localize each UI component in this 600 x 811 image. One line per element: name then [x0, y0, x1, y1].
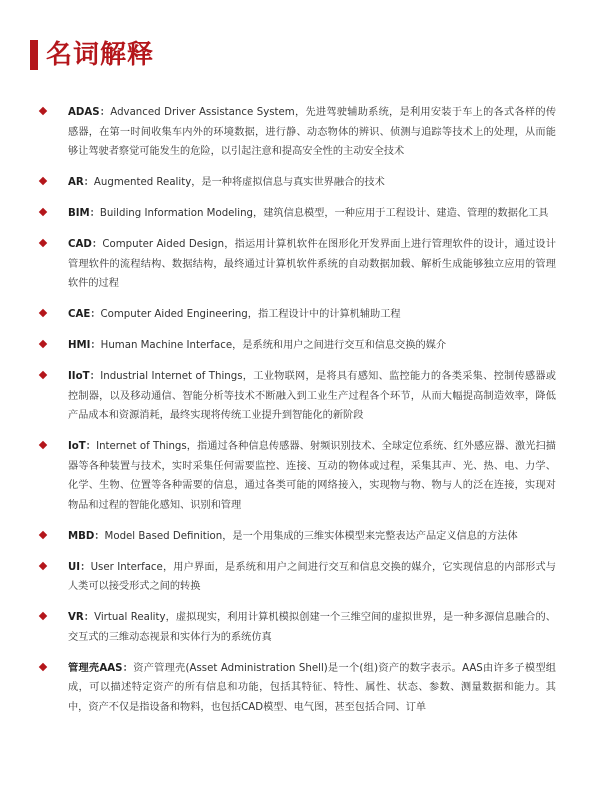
term-label: CAE：: [68, 309, 101, 320]
term-description: Computer Aided Design，指运用计算机软件在图形化开发界面上进行管理软件的设计，通过设计管理软件的流程结构、数据结构，最终通过计算机软件系统的自动数据加载、解析生成能够独立应用的管理软件的过程: [68, 239, 556, 289]
glossary-item-bim: [40, 204, 556, 224]
term-description: Computer Aided Engineering，指工程设计中的计算机辅助工程: [100, 309, 401, 320]
glossary-item-cae: [40, 305, 556, 325]
term-description: Internet of Things，指通过各种信息传感器、射频识别技术、全球定位系统、红外感应器、激光扫描器等各种装置与技术，实时采集任何需要监控、连接、互动的物体或过程，采集其声、光、热、电、力学、化学、生物、位置等各种需要的信息，通过各类可能的网络接入，实现物与物、物与人的泛在连接，实现对物品和过程的智能化感知、识别和管理: [68, 441, 556, 511]
diamond-bullet-icon: [39, 561, 47, 569]
term-label: CAD：: [68, 239, 103, 250]
glossary-item-iot: [40, 437, 556, 515]
diamond-bullet-icon: [39, 530, 47, 538]
term-label: VR：: [68, 612, 95, 623]
term-label: HMI：: [68, 340, 101, 351]
diamond-bullet-icon: [39, 371, 47, 379]
diamond-bullet-icon: [39, 340, 47, 348]
glossary-item-cad: [40, 235, 556, 294]
diamond-bullet-icon: [39, 662, 47, 670]
term-description: Building Information Modeling，建筑信息模型，一种应用于工程设计、建造、管理的数据化工具: [99, 208, 549, 219]
term-description: Model Based Definition，是一个用集成的三维实体模型来完整表达产品定义信息的方法体: [104, 530, 518, 542]
glossary-item-ui: [40, 558, 556, 597]
term-description: Virtual Reality，虚拟现实，利用计算机模拟创建一个三维空间的虚拟世界，是一种多源信息融合的、交互式的三维动态视景和实体行为的系统仿真: [68, 612, 556, 643]
diamond-bullet-icon: [39, 107, 47, 115]
glossary-item-vr: [40, 608, 556, 647]
glossary-item-aas: [40, 659, 556, 718]
term-label: AR：: [68, 177, 94, 188]
diamond-bullet-icon: [39, 441, 47, 449]
diamond-bullet-icon: [39, 612, 47, 620]
term-label: BIM：: [68, 208, 100, 219]
glossary-list: [40, 103, 556, 729]
term-description: Advanced Driver Assistance System，先进驾驶辅助系统，是利用安装于车上的各式各样的传感器，在第一时间收集车内外的环境数据，进行静、动态物体的辨识、侦测与追踪等技术上的处理，从而能够让驾驶者察觉可能发生的危险，以引起注意和提高安全性的主动安全技术: [68, 107, 557, 157]
diamond-bullet-icon: [39, 239, 47, 247]
diamond-bullet-icon: [39, 309, 47, 317]
term-description: Industrial Internet of Things，工业物联网，是将具有感知、监控能力的各类采集、控制传感器或控制器，以及移动通信、智能分析等技术不断融入到工业生产过程各个环节，从而大幅提高制造效率，降低产品成本和资源消耗，最终实现将传统工业提升到智能化的新阶段: [68, 371, 556, 421]
term-description: User Interface，用户界面，是系统和用户之间进行交互和信息交换的媒介，它实现信息的内部形式与人类可以接受形式之间的转换: [68, 561, 556, 592]
glossary-item-adas: [40, 103, 556, 162]
header-accent-bar: [30, 40, 38, 70]
term-description: Human Machine Interface，是系统和用户之间进行交互和信息交换的媒介: [100, 340, 447, 351]
glossary-item-hmi: [40, 336, 556, 356]
term-label: UI：: [68, 561, 91, 573]
page-title: 名词解释: [46, 40, 155, 70]
glossary-item-iiot: [40, 367, 556, 426]
term-label: IIoT：: [68, 371, 101, 382]
term-label: IoT：: [68, 441, 97, 452]
term-label: MBD：: [68, 530, 105, 542]
diamond-bullet-icon: [39, 208, 47, 216]
diamond-bullet-icon: [39, 177, 47, 185]
term-label: 管理壳AAS：: [68, 662, 134, 674]
glossary-item-mbd: [40, 527, 556, 547]
glossary-item-ar: [40, 173, 556, 193]
term-label: ADAS：: [68, 107, 111, 118]
term-description: Augmented Reality，是一种将虚拟信息与真实世界融合的技术: [93, 177, 385, 188]
term-description: 资产管理壳(Asset Administration Shell)是一个(组)资产的数字表示。AAS由许多子模型组成，可以描述特定资产的所有信息和功能，包括其特征、特性、属性、状态、参数、测量数据和能力。其中，资产不仅是指设备和物料，也包括CAD模型、电气图，甚至包括合同、订单: [68, 662, 556, 713]
page-header: [30, 40, 154, 70]
